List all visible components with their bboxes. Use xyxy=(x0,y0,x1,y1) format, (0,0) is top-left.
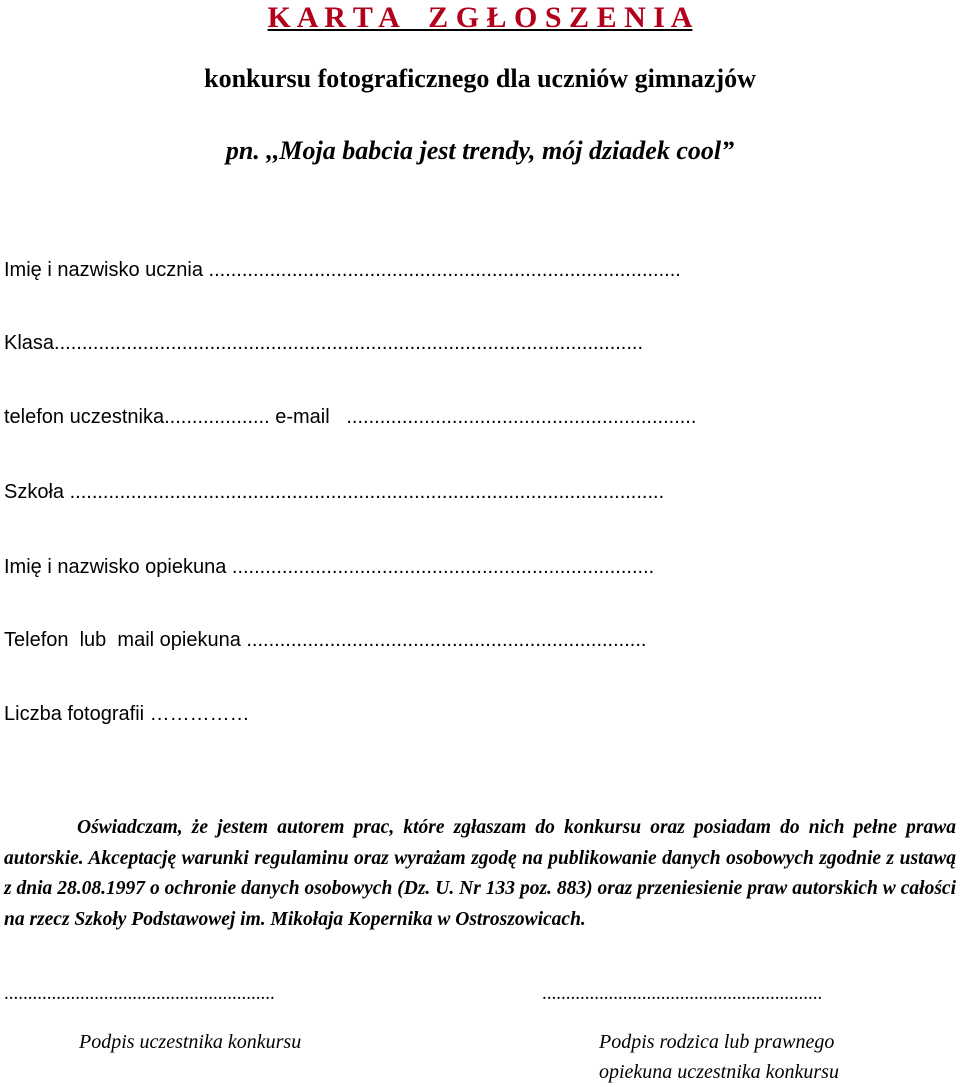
parent-signature-label-line1: Podpis rodzica lub prawnego xyxy=(599,1031,835,1053)
parent-signature-label-line2: opiekuna uczestnika konkursu xyxy=(599,1061,839,1083)
declaration-statement xyxy=(4,752,956,966)
declaration-text: Oświadczam, że jestem autorem prac, które zgłaszam do konkursu oraz posiadam do nich pełne prawa autorskie. Akceptację warunki regulaminu oraz wyrażam zgodę na publikowanie danych osobowych zgodnie z ustawą z dnia 28.08.1997 o ochronie danych osobowych (Dz. U. Nr 133 poz. 883) oraz przeniesienie praw autorskich w całości na rzecz Szkoły Podstawowej im. Mikołaja Kopernika w Ostroszowicach. xyxy=(4,817,956,930)
guardian-contact-field[interactable]: Telefon lub mail opiekuna ........................................................................ xyxy=(4,629,647,651)
parent-signature-line[interactable]: ........................................................... xyxy=(542,983,823,1004)
student-name-field[interactable]: Imię i nazwisko ucznia ..................................................................................... xyxy=(4,259,681,281)
participant-signature-line[interactable]: ......................................................... xyxy=(4,983,275,1004)
photo-count-field[interactable]: Liczba fotografii …………… xyxy=(4,703,250,725)
contest-name: pn. ,,Moja babcia jest trendy, mój dziadek cool” xyxy=(225,136,735,165)
form-subtitle: konkursu fotograficznego dla uczniów gimnazjów xyxy=(204,64,756,93)
class-field[interactable]: Klasa.......................................................................................................... xyxy=(4,332,644,354)
form-title: K A R T A Z G Ł O S Z E N I A xyxy=(267,1,693,34)
participant-signature-label: Podpis uczestnika konkursu xyxy=(79,1031,302,1053)
school-field[interactable]: Szkoła ........................................................................................................... xyxy=(4,481,665,503)
phone-email-field[interactable]: telefon uczestnika................... e-mail ............................................................... xyxy=(4,406,697,428)
guardian-name-field[interactable]: Imię i nazwisko opiekuna ............................................................................ xyxy=(4,556,655,578)
